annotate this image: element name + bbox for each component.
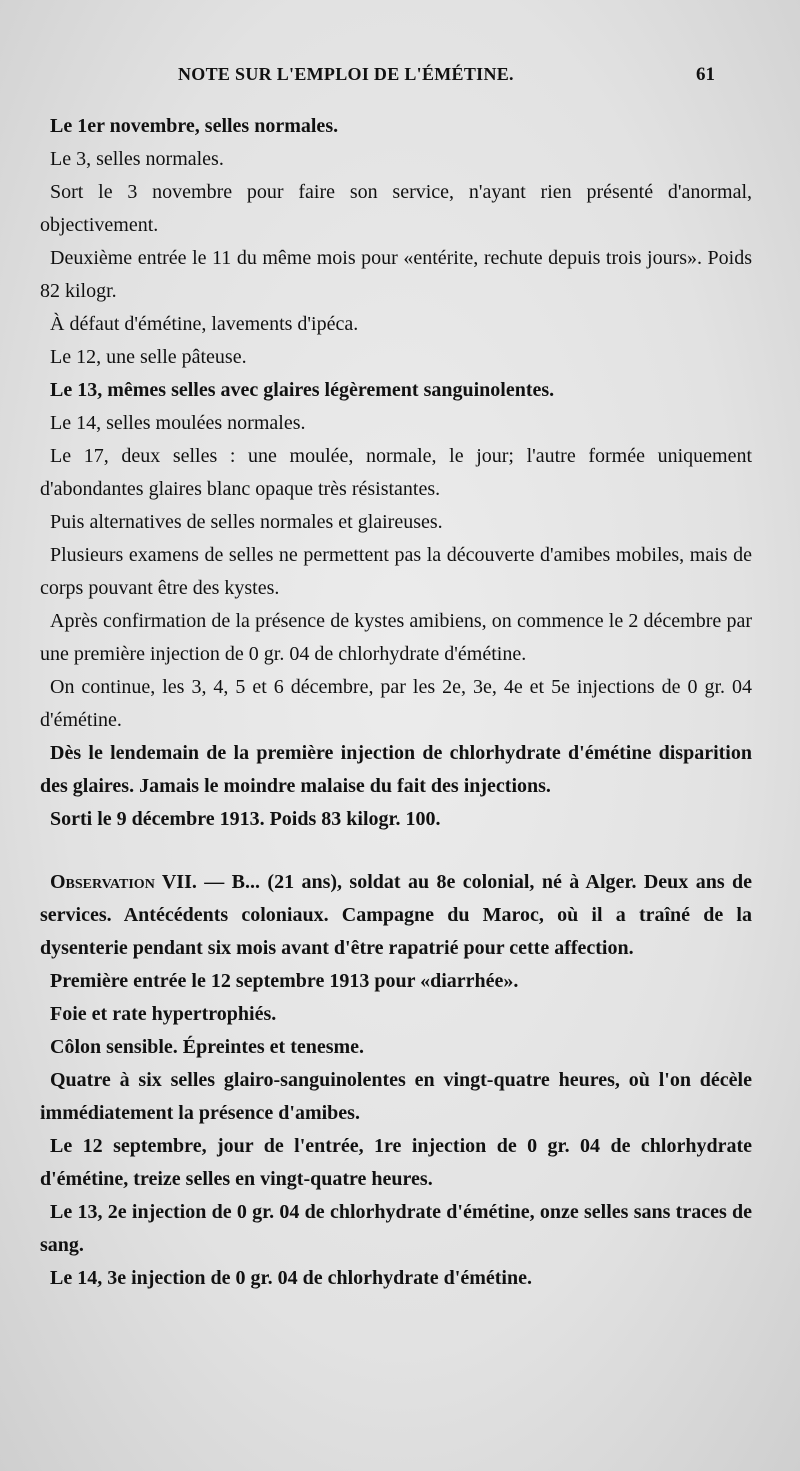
section-gap [40,836,752,866]
paragraph: Sort le 3 novembre pour faire son service, n'ayant rien présenté d'anormal, objectivement. [40,181,752,236]
paragraph: Première entrée le 12 septembre 1913 pour «diarrhée». [50,970,519,992]
paragraph: À défaut d'émétine, lavements d'ipéca. [50,313,359,335]
paragraph: Le 17, deux selles : une moulée, normale, le jour; l'autre formée uniquement d'abondantes glaires blanc opaque très résistantes. [40,445,752,500]
paragraph: Après confirmation de la présence de kystes amibiens, on commence le 2 décembre par une première injection de 0 gr. 04 de chlorhydrate d'émétine. [40,610,752,665]
running-title: NOTE SUR L'EMPLOI DE L'ÉMÉTINE. [178,64,514,84]
body-text [40,110,752,1295]
paragraph: Sorti le 9 décembre 1913. Poids 83 kilogr. 100. [50,808,441,830]
paragraph: Le 3, selles normales. [50,148,224,170]
paragraph: Le 13, mêmes selles avec glaires légèrement sanguinolentes. [50,379,555,401]
observation-label: Observation VII. [50,871,197,893]
paragraph: Deuxième entrée le 11 du même mois pour «entérite, rechute depuis trois jours». Poids 82 kilogr. [40,247,752,302]
paragraph: Foie et rate hypertrophiés. [50,1003,277,1025]
observation-intro [40,866,752,965]
observation-intro-text: — B... (21 ans), soldat au 8e colonial, né à Alger. Deux ans de services. Antécédents coloniaux. Campagne du Maroc, où il a traîné de la dysenterie pendant six mois avant d'être rapatrié pour cette affection. [40,871,753,959]
paragraph: Le 13, 2e injection de 0 gr. 04 de chlorhydrate d'émétine, onze selles sans traces de sang. [40,1201,752,1256]
page-number: 61 [696,64,715,85]
paragraph: Le 12, une selle pâteuse. [50,346,247,368]
paragraph: Puis alternatives de selles normales et glaireuses. [50,511,443,533]
paragraph: Plusieurs examens de selles ne permettent pas la découverte d'amibes mobiles, mais de corps pouvant être des kystes. [40,544,752,599]
paragraph: Quatre à six selles glairo-sanguinolentes en vingt-quatre heures, où l'on décèle immédiatement la présence d'amibes. [40,1069,752,1124]
paragraph: Le 14, selles moulées normales. [50,412,306,434]
paragraph: Dès le lendemain de la première injection de chlorhydrate d'émétine disparition des glaires. Jamais le moindre malaise du fait des injections. [40,742,752,797]
paragraph: Côlon sensible. Épreintes et tenesme. [50,1036,365,1058]
page-header [0,64,800,94]
paragraph: Le 12 septembre, jour de l'entrée, 1re injection de 0 gr. 04 de chlorhydrate d'émétine, treize selles en vingt-quatre heures. [40,1135,752,1190]
paragraph: On continue, les 3, 4, 5 et 6 décembre, par les 2e, 3e, 4e et 5e injections de 0 gr. 04 d'émétine. [40,676,752,731]
paragraph: Le 1er novembre, selles normales. [50,115,339,137]
paragraph: Le 14, 3e injection de 0 gr. 04 de chlorhydrate d'émétine. [50,1267,532,1289]
